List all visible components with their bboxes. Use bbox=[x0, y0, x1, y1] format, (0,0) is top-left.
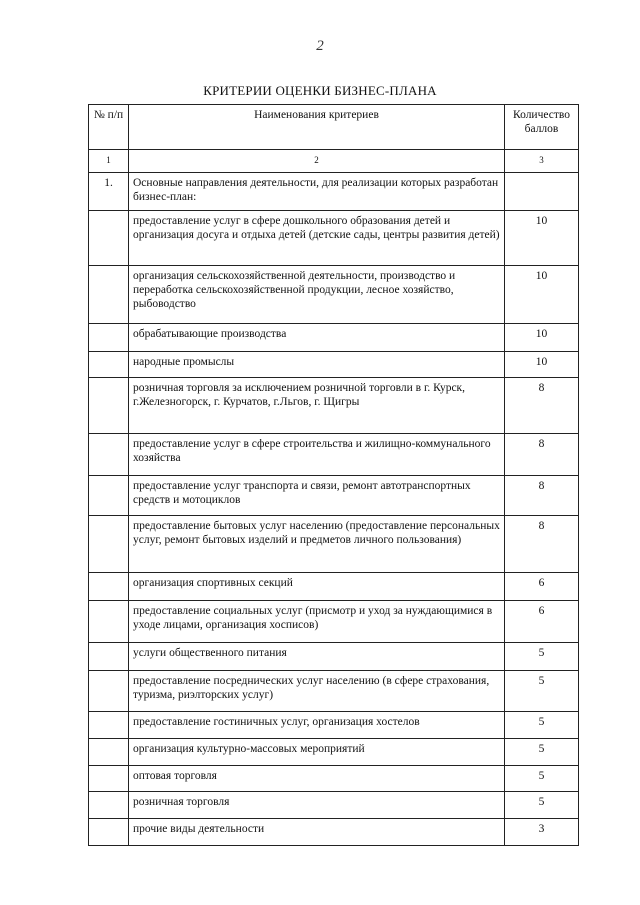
criterion-score: 6 bbox=[505, 573, 579, 601]
document-title: КРИТЕРИИ ОЦЕНКИ БИЗНЕС-ПЛАНА bbox=[203, 83, 437, 98]
table-row bbox=[89, 671, 579, 712]
criterion-name: Основные направления деятельности, для реализации которых разработан бизнес-план: bbox=[129, 173, 505, 211]
row-number bbox=[89, 671, 129, 712]
column-number-2: 2 bbox=[129, 150, 505, 173]
row-number bbox=[89, 434, 129, 476]
table-row bbox=[89, 792, 579, 819]
row-number: 1. bbox=[89, 173, 129, 211]
criterion-name: организация спортивных секций bbox=[129, 573, 505, 601]
row-number bbox=[89, 266, 129, 324]
criterion-name: предоставление гостиничных услуг, организация хостелов bbox=[129, 712, 505, 739]
row-number bbox=[89, 352, 129, 378]
criterion-name: оптовая торговля bbox=[129, 766, 505, 792]
criterion-score: 8 bbox=[505, 476, 579, 516]
table-row bbox=[89, 211, 579, 266]
criterion-name: розничная торговля bbox=[129, 792, 505, 819]
table-row bbox=[89, 352, 579, 378]
criterion-score: 5 bbox=[505, 739, 579, 766]
table-row bbox=[89, 739, 579, 766]
criterion-name: розничная торговля за исключением розничной торговли в г. Курск, г.Железногорск, г. Курчатов, г.Льгов, г. Щигры bbox=[129, 378, 505, 434]
row-number bbox=[89, 712, 129, 739]
criterion-score: 5 bbox=[505, 712, 579, 739]
table-row bbox=[89, 643, 579, 671]
table-row bbox=[89, 601, 579, 643]
header-score: Количество баллов bbox=[505, 105, 579, 150]
criterion-score: 10 bbox=[505, 352, 579, 378]
table-row bbox=[89, 378, 579, 434]
criterion-score bbox=[505, 173, 579, 211]
table-row bbox=[89, 712, 579, 739]
criterion-score: 8 bbox=[505, 516, 579, 573]
row-number bbox=[89, 601, 129, 643]
criterion-score: 10 bbox=[505, 266, 579, 324]
row-number bbox=[89, 378, 129, 434]
table-row bbox=[89, 766, 579, 792]
row-number bbox=[89, 792, 129, 819]
criterion-name: прочие виды деятельности bbox=[129, 819, 505, 846]
row-number bbox=[89, 516, 129, 573]
criterion-score: 8 bbox=[505, 378, 579, 434]
header-criteria-name: Наименования критериев bbox=[129, 105, 505, 150]
table-row bbox=[89, 266, 579, 324]
criterion-score: 6 bbox=[505, 601, 579, 643]
criterion-name: обрабатывающие производства bbox=[129, 324, 505, 352]
table-row bbox=[89, 476, 579, 516]
table-row bbox=[89, 573, 579, 601]
criteria-table bbox=[88, 104, 579, 846]
header-number: № п/п bbox=[89, 105, 129, 150]
criterion-name: предоставление услуг в сфере строительства и жилищно-коммунального хозяйства bbox=[129, 434, 505, 476]
column-number-3: 3 bbox=[505, 150, 579, 173]
table-header-row bbox=[89, 105, 579, 150]
criterion-score: 5 bbox=[505, 792, 579, 819]
row-number bbox=[89, 643, 129, 671]
page-number: 2 bbox=[316, 38, 324, 54]
criterion-name: организация сельскохозяйственной деятельности, производство и переработка сельскохозяйственной продукции, лесное хозяйство, рыбоводство bbox=[129, 266, 505, 324]
criterion-name: предоставление бытовых услуг населению (предоставление персональных услуг, ремонт бытовых изделий и предметов личного пользования) bbox=[129, 516, 505, 573]
column-number-row bbox=[89, 150, 579, 173]
criterion-name: предоставление услуг в сфере дошкольного образования детей и организация досуга и отдыха детей (детские сады, центры развития детей) bbox=[129, 211, 505, 266]
table-row bbox=[89, 324, 579, 352]
criterion-name: предоставление услуг транспорта и связи, ремонт автотранспортных средств и мотоциклов bbox=[129, 476, 505, 516]
row-number bbox=[89, 573, 129, 601]
criterion-name: услуги общественного питания bbox=[129, 643, 505, 671]
row-number bbox=[89, 766, 129, 792]
criterion-score: 5 bbox=[505, 766, 579, 792]
criteria-body bbox=[89, 173, 579, 846]
table-row bbox=[89, 434, 579, 476]
criterion-score: 5 bbox=[505, 671, 579, 712]
criterion-score: 10 bbox=[505, 211, 579, 266]
table-row bbox=[89, 819, 579, 846]
criterion-score: 3 bbox=[505, 819, 579, 846]
criterion-name: предоставление посреднических услуг населению (в сфере страхования, туризма, риэлторских услуг) bbox=[129, 671, 505, 712]
criterion-name: предоставление социальных услуг (присмотр и уход за нуждающимися в уходе лицами, организация хосписов) bbox=[129, 601, 505, 643]
table-row bbox=[89, 516, 579, 573]
criterion-name: народные промыслы bbox=[129, 352, 505, 378]
row-number bbox=[89, 324, 129, 352]
row-number bbox=[89, 739, 129, 766]
criterion-score: 5 bbox=[505, 643, 579, 671]
criterion-score: 8 bbox=[505, 434, 579, 476]
table-row bbox=[89, 173, 579, 211]
row-number bbox=[89, 476, 129, 516]
row-number bbox=[89, 211, 129, 266]
criterion-name: организация культурно-массовых мероприятий bbox=[129, 739, 505, 766]
row-number bbox=[89, 819, 129, 846]
criterion-score: 10 bbox=[505, 324, 579, 352]
column-number-1: 1 bbox=[89, 150, 129, 173]
